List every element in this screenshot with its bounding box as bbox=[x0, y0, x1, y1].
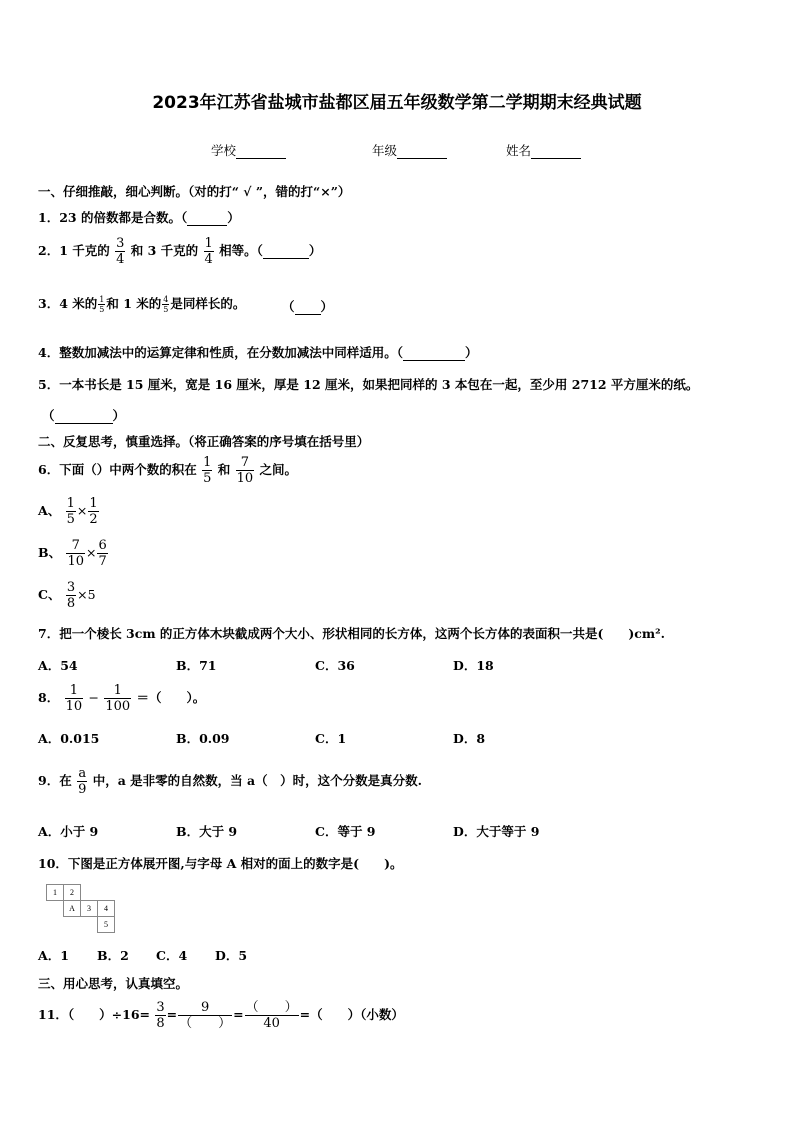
q8-option-b: B．0.09 bbox=[176, 731, 230, 746]
question-3 bbox=[38, 294, 245, 314]
q6-option-b bbox=[38, 538, 109, 569]
q9-option-a: A．小于 9 bbox=[38, 824, 99, 839]
q10-option-b: B．2 bbox=[97, 948, 129, 963]
cube-net-figure bbox=[46, 884, 116, 934]
net-cell-4: 4 bbox=[97, 900, 115, 917]
q6-c-f-num: 3 bbox=[66, 580, 76, 595]
q2-text-a: 2．1 千克的 bbox=[38, 243, 110, 258]
q1-blank bbox=[187, 210, 227, 226]
q10-option-c: C．4 bbox=[156, 948, 188, 963]
q6-b-op: × bbox=[85, 545, 97, 560]
q9-fraction bbox=[77, 766, 87, 797]
q3-f1-den: 5 bbox=[99, 305, 105, 314]
q2-fraction-2 bbox=[204, 236, 214, 267]
q6-fraction-2 bbox=[236, 455, 255, 486]
q11-f1-num: 3 bbox=[156, 1000, 165, 1015]
q7-option-c: C．36 bbox=[315, 658, 355, 673]
q8-equals: ＝（ ）。 bbox=[136, 690, 206, 705]
q8-option-d: D．8 bbox=[453, 731, 486, 746]
question-1 bbox=[38, 208, 240, 226]
q11-f3-num: （ ） bbox=[245, 1000, 298, 1015]
section1-heading: 一、仔细推敲，细心判断。（对的打“ √ ”，错的打“×”） bbox=[38, 184, 351, 199]
question-4 bbox=[38, 343, 477, 361]
q6-f1-den: 5 bbox=[203, 471, 212, 486]
q10-option-d: D．5 bbox=[215, 948, 248, 963]
q9-text-b: 中，a 是非零的自然数，当 a（ ）时，这个分数是真分数. bbox=[92, 773, 422, 788]
q11-fraction-2 bbox=[178, 1000, 232, 1031]
q6-option-b-label: B、 bbox=[38, 545, 62, 560]
question-8 bbox=[38, 683, 205, 714]
name-label: 姓名 bbox=[506, 143, 532, 158]
q6-f2-den: 10 bbox=[236, 471, 254, 486]
school-field bbox=[211, 141, 286, 159]
school-label: 学校 bbox=[211, 143, 237, 158]
q6-c-f-den: 8 bbox=[66, 596, 76, 611]
q6-text-a: 6．下面（）中两个数的积在 bbox=[38, 462, 197, 477]
q6-c-fraction bbox=[66, 580, 76, 611]
name-field bbox=[506, 141, 581, 159]
q2-f1-den: 4 bbox=[116, 252, 125, 267]
q2-text-b: 和 3 千克的 bbox=[130, 243, 199, 258]
q6-b-f1-den: 10 bbox=[67, 554, 84, 569]
q7-option-a: A．54 bbox=[38, 658, 78, 673]
net-cell-5: 5 bbox=[97, 916, 115, 933]
section2-heading: 二、反复思考，慎重选择。（将正确答案的序号填在括号里） bbox=[38, 434, 370, 449]
q5-answer bbox=[42, 406, 125, 424]
net-cell-3: 3 bbox=[80, 900, 98, 917]
grade-blank bbox=[397, 143, 447, 159]
q8-f1-den: 10 bbox=[65, 699, 83, 714]
q7-option-b: B．71 bbox=[176, 658, 217, 673]
q6-a-f2-den: 2 bbox=[89, 512, 98, 527]
q8-number: 8． bbox=[38, 690, 60, 705]
q6-b-fraction-1 bbox=[66, 538, 85, 569]
q9-text-a: 9．在 bbox=[38, 773, 72, 788]
q6-option-a bbox=[38, 496, 100, 527]
q11-text-b: =（ ）（小数） bbox=[299, 1007, 404, 1022]
q3-text-c: 是同样长的。 bbox=[170, 296, 246, 311]
q6-option-c bbox=[38, 580, 96, 611]
question-2 bbox=[38, 236, 321, 267]
q3-fraction-2 bbox=[162, 295, 169, 314]
q2-fraction-1 bbox=[115, 236, 125, 267]
q4-text: 4．整数加减法中的运算定律和性质，在分数加减法中同样适用。（ bbox=[38, 345, 403, 360]
q8-f2-den: 100 bbox=[105, 699, 131, 714]
q3-f2-num: 4 bbox=[163, 295, 169, 304]
q9-f-num: a bbox=[78, 766, 87, 781]
q11-f2-num: 9 bbox=[200, 1000, 210, 1015]
q6-a-f2-num: 1 bbox=[89, 496, 98, 511]
q3-paren-right: ） bbox=[320, 299, 334, 314]
q7-option-d: D．18 bbox=[453, 658, 494, 673]
q11-eq-1: = bbox=[166, 1007, 178, 1022]
question-11 bbox=[38, 1000, 404, 1031]
q8-f1-num: 1 bbox=[69, 683, 78, 698]
q11-f2-den: （ ） bbox=[179, 1016, 232, 1031]
question-9 bbox=[38, 766, 422, 797]
q2-f2-num: 1 bbox=[204, 236, 213, 251]
section3-heading: 三、用心思考，认真填空。 bbox=[38, 976, 189, 991]
question-7: 7．把一个棱长 3cm 的正方体木块截成两个大小、形状相同的长方体，这两个长方体的表面积一共是( )cm². bbox=[38, 626, 665, 641]
q11-text-a: 11．（ ）÷16= bbox=[38, 1007, 150, 1022]
q6-a-f1-num: 1 bbox=[66, 496, 75, 511]
q3-paren-left: （ bbox=[282, 299, 295, 314]
q6-b-fraction-2 bbox=[97, 538, 107, 569]
q5-paren-right: ） bbox=[112, 408, 126, 423]
q1-text: 1．23 的倍数都是合数。（ bbox=[38, 210, 188, 225]
question-6 bbox=[38, 455, 297, 486]
net-cell-2: 2 bbox=[63, 884, 81, 901]
q2-blank bbox=[263, 243, 309, 259]
q8-op: − bbox=[88, 690, 99, 705]
question-5: 5．一本书长是 15 厘米，宽是 16 厘米，厚是 12 厘米，如果把同样的 3 本包在一起，至少用 2712 平方厘米的纸。 bbox=[38, 377, 699, 392]
q9-option-d: D．大于等于 9 bbox=[453, 824, 540, 839]
q6-b-f2-num: 6 bbox=[98, 538, 107, 553]
q10-option-a: A．1 bbox=[38, 948, 69, 963]
q8-f2-num: 1 bbox=[113, 683, 122, 698]
question-10: 10．下图是正方体展开图,与字母 A 相对的面上的数字是( )。 bbox=[38, 856, 403, 871]
q11-eq-2: = bbox=[233, 1007, 244, 1022]
q6-a-f1-den: 5 bbox=[66, 512, 75, 527]
q3-f2-den: 5 bbox=[163, 305, 169, 314]
q9-f-den: 9 bbox=[78, 782, 87, 797]
q3-text-b: 和 1 米的 bbox=[106, 296, 162, 311]
q8-option-a: A．0.015 bbox=[38, 731, 100, 746]
q9-option-c: C．等于 9 bbox=[315, 824, 376, 839]
q11-f1-den: 8 bbox=[156, 1016, 165, 1031]
q2-end: ） bbox=[308, 243, 322, 258]
q2-f1-num: 3 bbox=[116, 236, 125, 251]
q6-text-b: 和 bbox=[217, 462, 231, 477]
q11-fraction-3 bbox=[245, 1000, 299, 1031]
q8-option-c: C．1 bbox=[315, 731, 347, 746]
q8-fraction-1 bbox=[65, 683, 84, 714]
net-cell-a: A bbox=[63, 900, 81, 917]
q2-f2-den: 4 bbox=[204, 252, 213, 267]
q3-answer bbox=[282, 297, 333, 315]
q6-option-a-label: A、 bbox=[38, 503, 61, 518]
q6-option-c-label: C、 bbox=[38, 587, 61, 602]
school-blank bbox=[236, 143, 286, 159]
q6-f2-num: 7 bbox=[240, 455, 249, 470]
q6-a-fraction-1 bbox=[66, 496, 76, 527]
q6-b-f2-den: 7 bbox=[98, 554, 107, 569]
q6-f1-num: 1 bbox=[203, 455, 212, 470]
q6-a-fraction-2 bbox=[88, 496, 98, 527]
q3-fraction-1 bbox=[98, 295, 105, 314]
page-title: 2023年江苏省盐城市盐都区届五年级数学第二学期期末经典试题 bbox=[152, 93, 642, 113]
q6-c-op: ×5 bbox=[77, 587, 96, 602]
net-cell-1: 1 bbox=[46, 884, 64, 901]
q1-end: ） bbox=[227, 210, 240, 225]
q3-f1-num: 1 bbox=[99, 295, 105, 304]
q6-fraction-1 bbox=[202, 455, 212, 486]
q4-end: ） bbox=[464, 345, 478, 360]
q11-f3-den: 40 bbox=[245, 1015, 299, 1031]
q9-option-b: B．大于 9 bbox=[176, 824, 238, 839]
q6-text-c: 之间。 bbox=[259, 462, 297, 477]
q5-blank bbox=[55, 408, 113, 424]
q3-blank bbox=[295, 299, 321, 315]
q11-fraction-1 bbox=[155, 1000, 165, 1031]
q2-text-c: 相等。（ bbox=[219, 243, 263, 258]
q6-a-op: × bbox=[76, 503, 88, 518]
grade-label: 年级 bbox=[372, 143, 398, 158]
grade-field bbox=[372, 141, 447, 159]
q6-b-f1-num: 7 bbox=[71, 538, 80, 553]
q4-blank bbox=[403, 345, 465, 361]
q5-paren-left: （ bbox=[42, 408, 55, 423]
q8-fraction-2 bbox=[104, 683, 131, 714]
q3-text-a: 3．4 米的 bbox=[38, 296, 98, 311]
name-blank bbox=[531, 143, 581, 159]
